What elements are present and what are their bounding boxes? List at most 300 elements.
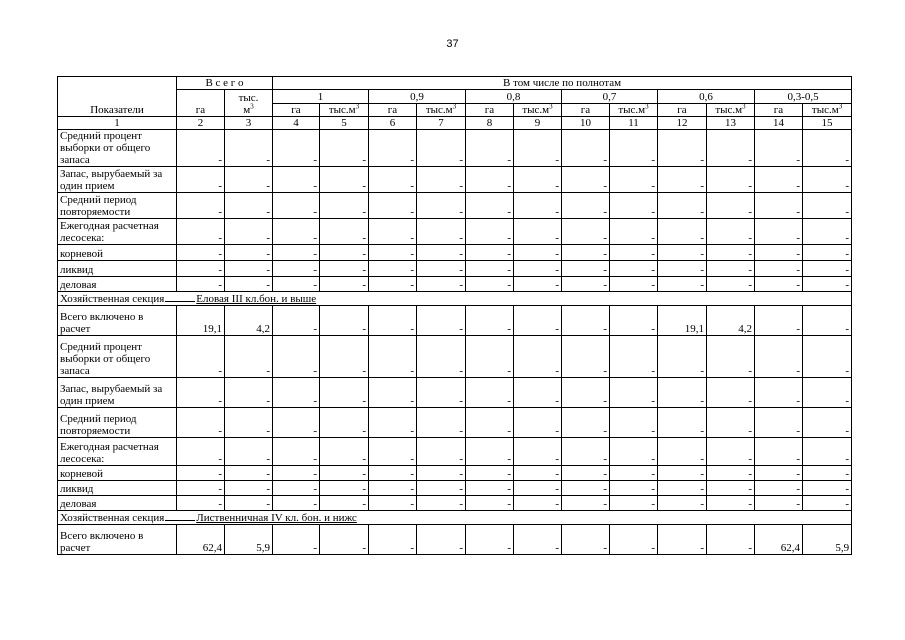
header-unit-ha: га <box>755 104 803 117</box>
table-cell: - <box>225 167 273 193</box>
table-cell: - <box>225 378 273 408</box>
table-cell: - <box>273 277 320 292</box>
header-indicators: Показатели <box>58 77 177 117</box>
header-unit-ha: га <box>466 104 514 117</box>
table-cell: - <box>755 481 803 496</box>
table-cell: - <box>466 193 514 219</box>
page-number: 37 <box>446 38 459 50</box>
table-cell: - <box>369 466 417 481</box>
table-cell: - <box>755 219 803 245</box>
table-cell: - <box>225 438 273 466</box>
table-cell: - <box>466 261 514 277</box>
table-cell: - <box>177 261 225 277</box>
table-cell: - <box>320 466 369 481</box>
table-cell: - <box>273 219 320 245</box>
table-cell: - <box>803 277 852 292</box>
table-cell: - <box>177 408 225 438</box>
table-cell: - <box>417 261 466 277</box>
table-cell: - <box>320 261 369 277</box>
section-header-row <box>58 292 852 306</box>
table-cell: - <box>369 219 417 245</box>
table-row <box>58 245 852 261</box>
table-cell: - <box>466 219 514 245</box>
table-cell: - <box>369 525 417 555</box>
table-cell: - <box>466 245 514 261</box>
table-cell: - <box>610 525 658 555</box>
table-cell: - <box>369 167 417 193</box>
table-cell: - <box>562 245 610 261</box>
table-cell: - <box>225 466 273 481</box>
column-number: 3 <box>225 117 273 130</box>
table-cell: - <box>273 167 320 193</box>
table-cell: - <box>562 438 610 466</box>
table-cell: - <box>707 438 755 466</box>
table-cell: - <box>225 245 273 261</box>
table-cell: - <box>466 130 514 167</box>
table-cell: - <box>610 219 658 245</box>
table-cell: - <box>803 378 852 408</box>
column-number: 7 <box>417 117 466 130</box>
header-unit-thous-m3: $тыс.м^3$ <box>320 104 369 117</box>
table-cell: - <box>417 496 466 511</box>
header-density-09: 0,9 <box>369 90 466 104</box>
table-cell: - <box>514 193 562 219</box>
table-cell: - <box>707 378 755 408</box>
table-cell: - <box>610 306 658 336</box>
table-cell: - <box>417 277 466 292</box>
table-cell: - <box>562 466 610 481</box>
row-label: корневой <box>58 245 177 261</box>
row-label: Ежегодная расчетная лесосека: <box>58 219 177 245</box>
table-cell: - <box>658 438 707 466</box>
table-cell: - <box>225 496 273 511</box>
table-cell: - <box>658 496 707 511</box>
header-unit-ha: га <box>273 104 320 117</box>
table-row <box>58 481 852 496</box>
table-cell: - <box>320 438 369 466</box>
row-label: Средний процент выборки от общего запаса <box>58 130 177 167</box>
table-cell: - <box>658 525 707 555</box>
table-cell: - <box>177 193 225 219</box>
table-cell: - <box>514 378 562 408</box>
table-cell: - <box>755 408 803 438</box>
table-cell: - <box>273 306 320 336</box>
table-cell: - <box>177 219 225 245</box>
column-number: 6 <box>369 117 417 130</box>
table-row <box>58 378 852 408</box>
table-cell: - <box>417 378 466 408</box>
table-cell: - <box>177 466 225 481</box>
table-cell: - <box>755 306 803 336</box>
table-cell: - <box>320 525 369 555</box>
table-cell: - <box>320 408 369 438</box>
table-row <box>58 306 852 336</box>
table-cell: - <box>273 193 320 219</box>
table-cell: - <box>755 277 803 292</box>
table-row <box>58 408 852 438</box>
table-cell: - <box>514 481 562 496</box>
table-cell: - <box>562 481 610 496</box>
table-cell: - <box>369 193 417 219</box>
table-cell: - <box>273 130 320 167</box>
table-cell: - <box>803 261 852 277</box>
table-cell: - <box>273 496 320 511</box>
table-cell: - <box>514 261 562 277</box>
table-cell: - <box>658 336 707 378</box>
table-cell: - <box>417 245 466 261</box>
table-cell: - <box>417 466 466 481</box>
table-cell: - <box>320 277 369 292</box>
table-cell: - <box>707 245 755 261</box>
table-cell: - <box>417 481 466 496</box>
table-cell: - <box>755 245 803 261</box>
table-cell: 62,4 <box>755 525 803 555</box>
table-cell: - <box>273 438 320 466</box>
table-cell: - <box>658 130 707 167</box>
row-label: Средний период повторяемости <box>58 193 177 219</box>
header-density-08: 0,8 <box>466 90 562 104</box>
table-cell: - <box>562 378 610 408</box>
table-row <box>58 525 852 555</box>
table-cell: - <box>755 336 803 378</box>
row-label: Запас, вырубаемый за один прием <box>58 378 177 408</box>
table-cell: - <box>610 481 658 496</box>
header-unit-thous-m3: $тыс.м^3$ <box>803 104 852 117</box>
column-number: 9 <box>514 117 562 130</box>
table-cell: - <box>610 408 658 438</box>
table-cell: - <box>658 277 707 292</box>
table-cell: - <box>658 481 707 496</box>
table-cell: - <box>514 525 562 555</box>
section-name: Лиственничная IV кл. бон. и нижс <box>196 512 357 524</box>
table-cell: - <box>707 219 755 245</box>
table-cell: - <box>466 277 514 292</box>
table-cell: - <box>707 130 755 167</box>
table-cell: - <box>177 481 225 496</box>
header-unit-ha: га <box>369 104 417 117</box>
table-cell: - <box>562 306 610 336</box>
table-cell: - <box>755 261 803 277</box>
table-cell: - <box>417 219 466 245</box>
table-cell: - <box>562 336 610 378</box>
table-cell: - <box>417 408 466 438</box>
table-cell: - <box>320 496 369 511</box>
table-cell: - <box>658 466 707 481</box>
table-cell: - <box>803 219 852 245</box>
table-cell: - <box>417 306 466 336</box>
row-label: Всего включено в расчет <box>58 525 177 555</box>
table-row <box>58 130 852 167</box>
table-cell: - <box>466 466 514 481</box>
table-cell: - <box>225 336 273 378</box>
table-cell: - <box>225 277 273 292</box>
table-cell: - <box>658 245 707 261</box>
row-label: ликвид <box>58 481 177 496</box>
section-underline <box>165 511 195 521</box>
column-number: 8 <box>466 117 514 130</box>
table-cell: 19,1 <box>177 306 225 336</box>
table-cell: - <box>803 130 852 167</box>
table-cell: - <box>369 438 417 466</box>
table-cell: - <box>369 496 417 511</box>
table-cell: - <box>417 438 466 466</box>
table-cell: - <box>707 336 755 378</box>
table-cell: - <box>177 167 225 193</box>
section-header-row <box>58 511 852 525</box>
table-cell: - <box>273 408 320 438</box>
table-cell: - <box>755 130 803 167</box>
table-cell: - <box>466 481 514 496</box>
table-row <box>58 496 852 511</box>
header-total-thous-m3: тыс. $м^3$ <box>225 90 273 117</box>
header-unit-thous-m3: $тыс.м^3$ <box>610 104 658 117</box>
column-number: 4 <box>273 117 320 130</box>
table-cell: - <box>755 378 803 408</box>
table-cell: - <box>177 438 225 466</box>
header-unit-ha: га <box>562 104 610 117</box>
table-cell: - <box>225 261 273 277</box>
table-cell: - <box>707 496 755 511</box>
table-cell: - <box>610 438 658 466</box>
table-cell: - <box>273 466 320 481</box>
table-cell: - <box>610 277 658 292</box>
header-unit-thous-m3: $тыс.м^3$ <box>514 104 562 117</box>
table-cell: - <box>658 193 707 219</box>
column-number: 15 <box>803 117 852 130</box>
table-cell: - <box>417 167 466 193</box>
table-cell: - <box>369 336 417 378</box>
table-cell: - <box>273 378 320 408</box>
table-cell: - <box>610 378 658 408</box>
table-cell: - <box>369 245 417 261</box>
table-cell: - <box>466 438 514 466</box>
table-row <box>58 438 852 466</box>
table-cell: - <box>562 193 610 219</box>
table-cell: - <box>466 378 514 408</box>
row-label: деловая <box>58 496 177 511</box>
header-density-1: 1 <box>273 90 369 104</box>
table-cell: - <box>320 336 369 378</box>
section-prefix: Хозяйственная секция <box>60 293 165 305</box>
section-title <box>58 511 852 525</box>
column-number: 11 <box>610 117 658 130</box>
table-row <box>58 193 852 219</box>
table-cell: - <box>707 525 755 555</box>
table-row <box>58 277 852 292</box>
table-cell: - <box>369 277 417 292</box>
table-cell: - <box>466 306 514 336</box>
table-cell: - <box>369 130 417 167</box>
table-row <box>58 167 852 193</box>
table-cell: - <box>320 167 369 193</box>
header-density-06: 0,6 <box>658 90 755 104</box>
header-unit-ha: га <box>658 104 707 117</box>
table-cell: - <box>417 525 466 555</box>
header-unit-thous-m3: $тыс.м^3$ <box>707 104 755 117</box>
column-number: 2 <box>177 117 225 130</box>
table-cell: - <box>177 378 225 408</box>
column-number: 1 <box>58 117 177 130</box>
table-cell: - <box>273 336 320 378</box>
table-cell: - <box>177 245 225 261</box>
table-cell: 5,9 <box>803 525 852 555</box>
row-label: Запас, вырубаемый за один прием <box>58 167 177 193</box>
table-cell: - <box>658 167 707 193</box>
table-cell: - <box>610 193 658 219</box>
column-number: 5 <box>320 117 369 130</box>
table-cell: - <box>707 193 755 219</box>
table-cell: - <box>514 306 562 336</box>
header-density-07: 0,7 <box>562 90 658 104</box>
table-cell: - <box>803 408 852 438</box>
table-cell: - <box>707 167 755 193</box>
table-row <box>58 261 852 277</box>
table-cell: - <box>514 336 562 378</box>
table-cell: - <box>658 219 707 245</box>
table-cell: - <box>803 481 852 496</box>
column-number: 13 <box>707 117 755 130</box>
table-cell: - <box>225 481 273 496</box>
table-cell: - <box>466 496 514 511</box>
table-cell: - <box>707 481 755 496</box>
table-cell: - <box>562 525 610 555</box>
table-cell: - <box>755 466 803 481</box>
table-cell: - <box>320 378 369 408</box>
table-cell: 62,4 <box>177 525 225 555</box>
table-cell: - <box>320 245 369 261</box>
table-cell: - <box>320 306 369 336</box>
table-cell: - <box>320 481 369 496</box>
table-cell: - <box>225 130 273 167</box>
table-cell: - <box>514 466 562 481</box>
table-cell: - <box>610 496 658 511</box>
table-cell: - <box>177 277 225 292</box>
table-cell: - <box>225 193 273 219</box>
table-cell: 19,1 <box>658 306 707 336</box>
table-cell: - <box>177 496 225 511</box>
table-cell: - <box>803 496 852 511</box>
table-cell: - <box>658 378 707 408</box>
table-cell: - <box>755 193 803 219</box>
table-cell: - <box>466 525 514 555</box>
table-cell: - <box>369 408 417 438</box>
column-number: 12 <box>658 117 707 130</box>
table-cell: - <box>514 167 562 193</box>
column-number: 10 <box>562 117 610 130</box>
header-incl-by-density: В том числе по полнотам <box>273 77 852 90</box>
table-cell: - <box>610 336 658 378</box>
row-label: деловая <box>58 277 177 292</box>
table-cell: - <box>466 167 514 193</box>
table-cell: - <box>369 261 417 277</box>
table-cell: - <box>562 219 610 245</box>
table-cell: - <box>320 130 369 167</box>
table-cell: - <box>562 261 610 277</box>
table-row <box>58 219 852 245</box>
table-cell: - <box>466 336 514 378</box>
table-cell: - <box>610 261 658 277</box>
table-cell: - <box>177 336 225 378</box>
table-cell: - <box>369 481 417 496</box>
table-cell: - <box>273 481 320 496</box>
table-cell: - <box>658 408 707 438</box>
table-cell: - <box>803 167 852 193</box>
table-cell: - <box>417 336 466 378</box>
table-cell: - <box>514 219 562 245</box>
section-title <box>58 292 852 306</box>
header-total-ha: га <box>177 90 225 117</box>
table-cell: - <box>707 261 755 277</box>
table-cell: - <box>803 336 852 378</box>
table-cell: - <box>755 438 803 466</box>
table-cell: - <box>755 167 803 193</box>
table-cell: - <box>803 245 852 261</box>
table-row <box>58 336 852 378</box>
table-cell: 4,2 <box>707 306 755 336</box>
table-cell: - <box>562 167 610 193</box>
table-cell: - <box>273 245 320 261</box>
table-cell: - <box>610 130 658 167</box>
table-cell: - <box>610 466 658 481</box>
table-cell: - <box>177 130 225 167</box>
table-cell: - <box>320 193 369 219</box>
table-cell: - <box>562 130 610 167</box>
column-number: 14 <box>755 117 803 130</box>
row-label: Средний процент выборки от общего запаса <box>58 336 177 378</box>
table-cell: - <box>466 408 514 438</box>
header-unit-thous-m3: $тыс.м^3$ <box>417 104 466 117</box>
table-cell: - <box>707 408 755 438</box>
table-cell: - <box>514 245 562 261</box>
table-cell: - <box>562 277 610 292</box>
header-total: В с е г о <box>177 77 273 90</box>
table-cell: - <box>562 408 610 438</box>
table-cell: - <box>803 193 852 219</box>
row-label: корневой <box>58 466 177 481</box>
section-prefix: Хозяйственная секция <box>60 512 165 524</box>
table-row <box>58 466 852 481</box>
table-cell: - <box>273 261 320 277</box>
header-density-03-05: 0,3-0,5 <box>755 90 852 104</box>
cutting-area-table <box>57 76 852 555</box>
table-cell: - <box>803 466 852 481</box>
table-cell: - <box>514 438 562 466</box>
table-cell: - <box>369 306 417 336</box>
table-cell: - <box>658 261 707 277</box>
table-cell: - <box>803 306 852 336</box>
table-cell: - <box>514 277 562 292</box>
table-cell: 4,2 <box>225 306 273 336</box>
table-cell: - <box>514 130 562 167</box>
table-cell: - <box>707 466 755 481</box>
table-cell: - <box>225 408 273 438</box>
table-cell: - <box>273 525 320 555</box>
table-cell: - <box>610 245 658 261</box>
table-cell: - <box>514 408 562 438</box>
table-cell: - <box>562 496 610 511</box>
table-cell: - <box>417 193 466 219</box>
table-cell: 5,9 <box>225 525 273 555</box>
row-label: ликвид <box>58 261 177 277</box>
table-cell: - <box>369 378 417 408</box>
row-label: Средний период повторяемости <box>58 408 177 438</box>
table-cell: - <box>610 167 658 193</box>
table-cell: - <box>417 130 466 167</box>
table-cell: - <box>225 219 273 245</box>
row-label: Всего включено в расчет <box>58 306 177 336</box>
table-cell: - <box>803 438 852 466</box>
table-cell: - <box>514 496 562 511</box>
